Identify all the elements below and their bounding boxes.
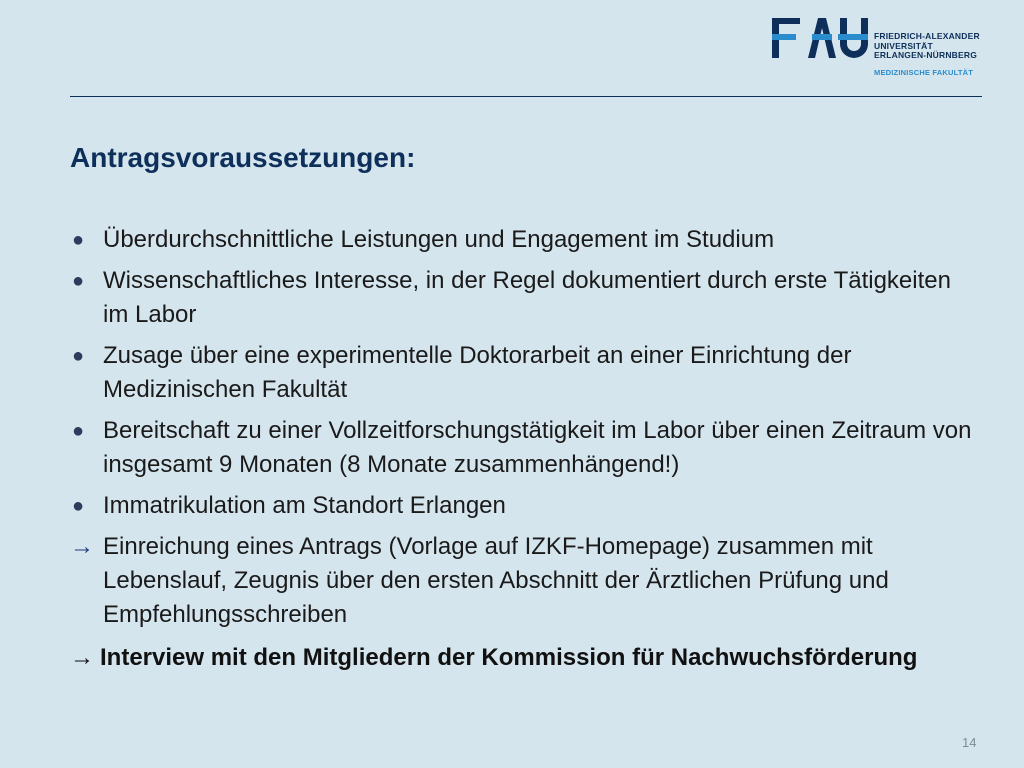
bullet-icon: ● xyxy=(72,345,85,367)
university-name-line2: UNIVERSITÄT xyxy=(874,40,933,51)
list-item xyxy=(70,264,980,332)
fau-logo-mark xyxy=(772,18,868,62)
arrow-right-icon: → xyxy=(70,533,94,560)
list-item xyxy=(70,489,980,523)
university-name-line3: ERLANGEN-NÜRNBERG xyxy=(874,50,978,60)
header-divider xyxy=(70,96,982,97)
bullet-icon: ● xyxy=(72,229,85,251)
page-number: 14 xyxy=(962,735,977,750)
bullet-icon: ● xyxy=(72,420,85,442)
bullet-icon: ● xyxy=(72,495,85,517)
university-name-line1: FRIEDRICH-ALEXANDER xyxy=(874,31,980,41)
list-item xyxy=(70,414,980,482)
list-item xyxy=(70,339,980,407)
list-item xyxy=(70,223,980,257)
interview-note xyxy=(70,641,970,675)
list-item-text: Wissenschaftliches Interesse, in der Regel dokumentiert durch erste Tätigkeiten im Labor xyxy=(103,267,951,328)
list-item-text: Zusage über eine experimentelle Doktorarbeit an einer Einrichtung der Medizinischen Fakultät xyxy=(103,342,852,403)
faculty-name: MEDIZINISCHE FAKULTÄT xyxy=(874,68,974,77)
list-item xyxy=(70,530,980,632)
bullet-icon: ● xyxy=(72,270,85,292)
list-item-text: Überdurchschnittliche Leistungen und Engagement im Studium xyxy=(103,226,775,253)
fau-logo xyxy=(772,18,987,80)
list-item-text: Einreichung eines Antrags (Vorlage auf IZKF-Homepage) zusammen mit Lebenslauf, Zeugnis über den ersten Abschnitt der Ärztlichen Prüfung und Empfehlungsschreiben xyxy=(103,533,889,628)
university-name xyxy=(874,32,980,61)
list-item-text: Immatrikulation am Standort Erlangen xyxy=(103,492,506,519)
list-item-text: Bereitschaft zu einer Vollzeitforschungstätigkeit im Labor über einen Zeitraum von insgesamt 9 Monaten (8 Monate zusammenhängend!) xyxy=(103,417,972,478)
arrow-right-icon: → xyxy=(70,644,94,671)
requirements-list xyxy=(70,223,980,639)
slide-title: Antragsvoraussetzungen: xyxy=(70,142,416,173)
interview-note-text: Interview mit den Mitgliedern der Kommission für Nachwuchsförderung xyxy=(100,644,918,671)
